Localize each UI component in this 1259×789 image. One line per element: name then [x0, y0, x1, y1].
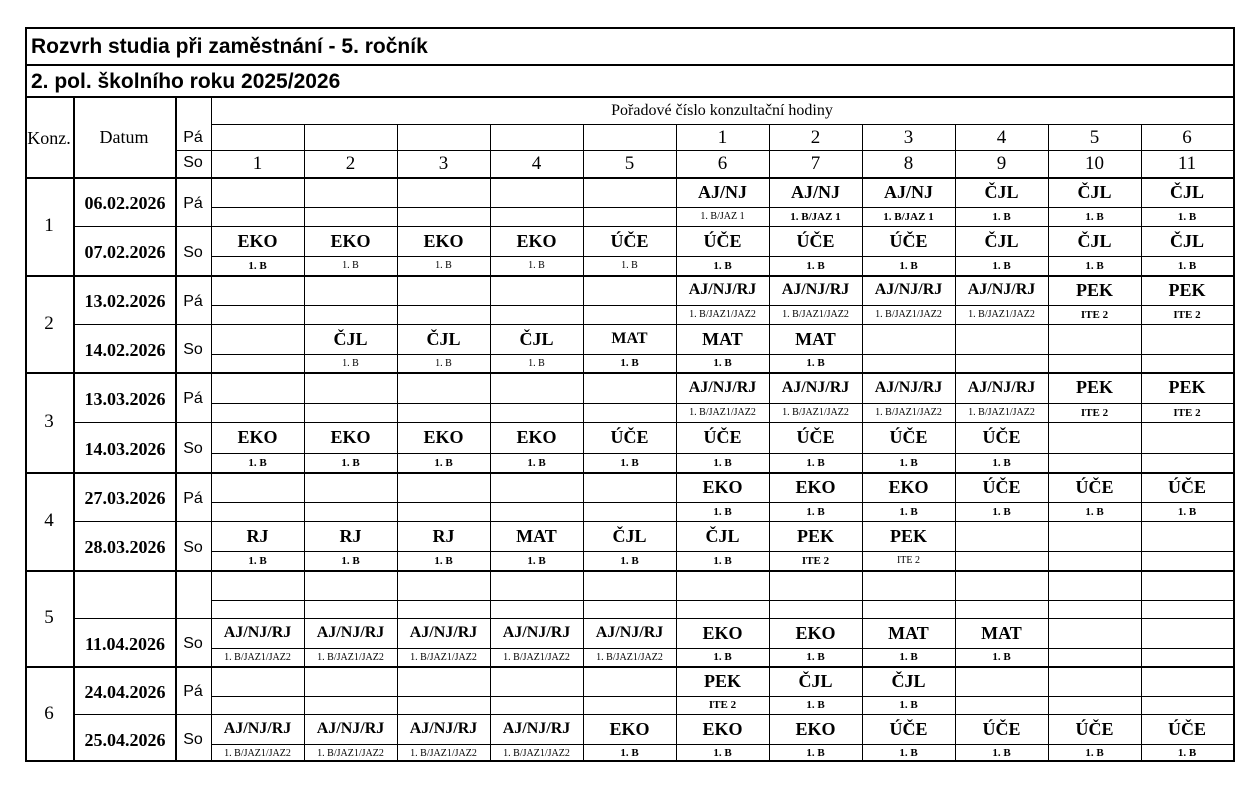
lesson-group: ITE 2	[1080, 406, 1109, 419]
slot-col-line	[583, 372, 584, 422]
friday-slot-number	[211, 125, 304, 150]
lesson-group: 1. B	[434, 554, 453, 567]
slot-col-line	[1048, 324, 1049, 372]
slot-col-line	[955, 521, 956, 570]
slot-col-line	[1048, 666, 1049, 714]
lesson-subject: ÚČE	[796, 427, 835, 447]
lesson-subject: MAT	[516, 525, 557, 546]
lesson-group: ITE 2	[896, 555, 921, 566]
lesson-subject: AJ/NJ/RJ	[502, 624, 571, 641]
lesson-group: 1. B	[899, 259, 918, 272]
lesson-subject: EKO	[516, 230, 557, 251]
saturday-slot-number: 5	[624, 152, 635, 174]
slot-col-line	[304, 570, 305, 618]
consultation-date: 27.03.2026	[84, 488, 166, 508]
lesson-group: 1. B/JAZ1/JAZ2	[317, 651, 384, 663]
slot-col-line	[397, 372, 398, 422]
friday-slot-number	[304, 125, 397, 150]
consultation-day	[175, 572, 211, 620]
lesson-group: 1. B	[434, 456, 453, 469]
lesson-subject: PEK	[1075, 279, 1113, 300]
lesson-group: 1. B	[1085, 210, 1104, 223]
lesson-subject: EKO	[795, 718, 836, 739]
saturday-slot-number: 11	[1177, 152, 1197, 174]
slot-col-line	[862, 324, 863, 372]
lesson-subject: ÚČE	[610, 427, 649, 447]
lesson-subject: ČJL	[1169, 230, 1204, 251]
lesson-group: 1. B	[992, 651, 1011, 663]
lesson-subject: ÚČE	[889, 427, 928, 447]
lesson-group: 1. B	[899, 747, 918, 759]
consultation-day: So	[183, 538, 203, 556]
header-divider	[25, 96, 1233, 98]
consultation-day: Pá	[183, 292, 203, 310]
lesson-group: 1. B/JAZ1/JAZ2	[968, 309, 1035, 320]
slot-col-line	[583, 275, 584, 324]
lesson-subject: PEK	[703, 670, 741, 691]
lesson-subject: AJ/NJ/RJ	[688, 281, 757, 298]
lesson-subject: ČJL	[1077, 230, 1112, 251]
lesson-group: 1. B	[527, 554, 546, 567]
consultation-day: So	[183, 341, 203, 358]
lesson-subject: EKO	[795, 622, 836, 643]
lesson-subject: ÚČE	[1167, 718, 1206, 739]
lesson-group: 1. B/JAZ 1	[790, 210, 841, 223]
lesson-subject: ÚČE	[796, 230, 835, 251]
slot-col-line	[583, 666, 584, 714]
lesson-group: ITE 2	[1173, 406, 1201, 419]
lesson-subject: ČJL	[984, 181, 1019, 202]
lesson-subject: RJ	[339, 525, 362, 546]
slot-col-line	[304, 666, 305, 714]
lesson-subject: ÚČE	[703, 230, 742, 251]
lesson-subject: ÚČE	[610, 230, 649, 251]
consultation-date	[75, 572, 175, 620]
lesson-group: 1. B/JAZ1/JAZ2	[410, 651, 477, 663]
lesson-subject: AJ/NJ/RJ	[409, 624, 478, 641]
lesson-subject: EKO	[237, 427, 278, 447]
lesson-group: 1. B	[806, 699, 825, 711]
slot-col-line	[490, 666, 491, 714]
lesson-subject: ÚČE	[703, 427, 742, 447]
lesson-group: 1. B	[341, 456, 360, 469]
slot-col-line	[304, 372, 305, 422]
consultation-day: Pá	[183, 194, 203, 212]
lesson-group: ITE 2	[708, 699, 737, 711]
lesson-subject: ČJL	[1077, 181, 1112, 202]
lesson-subject: EKO	[237, 230, 278, 251]
lesson-subject: AJ/NJ/RJ	[316, 720, 385, 737]
lesson-subject: EKO	[609, 718, 650, 739]
lesson-group: 1. B	[806, 357, 825, 369]
lesson-group: 1. B	[713, 554, 732, 567]
lesson-group: 1. B	[713, 747, 732, 759]
lesson-subject: AJ/NJ/RJ	[316, 624, 385, 641]
lesson-group: 1. B	[248, 554, 267, 567]
friday-slot-number: 5	[1089, 126, 1100, 148]
title-divider	[25, 64, 1233, 66]
slot-col-line	[1141, 618, 1142, 666]
lesson-group: 1. B	[806, 747, 825, 759]
lesson-group: 1. B	[806, 505, 825, 518]
friday-slot-number: 6	[1182, 126, 1192, 148]
consultation-date: 06.02.2026	[84, 193, 166, 213]
consultation-date: 13.03.2026	[84, 388, 166, 409]
lesson-group: 1. B	[248, 456, 267, 469]
consultation-date: 07.02.2026	[84, 242, 166, 262]
lesson-group: 1. B/JAZ1/JAZ2	[224, 747, 291, 759]
slot-col-line	[490, 177, 491, 226]
consultation-day: So	[183, 243, 203, 261]
consultation-date: 28.03.2026	[84, 537, 166, 557]
slot-col-line	[676, 570, 677, 618]
lesson-group: 1. B/JAZ1/JAZ2	[875, 407, 942, 418]
lesson-group: 1. B	[713, 505, 732, 518]
consultation-date: 14.02.2026	[84, 339, 166, 360]
slot-col-line	[583, 570, 584, 618]
lesson-subject: EKO	[888, 476, 929, 497]
schedule-title: Rozvrh studia při zaměstnání - 5. ročník	[31, 35, 428, 58]
slot-col-line	[1048, 618, 1049, 666]
consultation-day: Pá	[183, 683, 203, 700]
lesson-subject: EKO	[702, 718, 743, 739]
slot-col-line	[769, 570, 770, 618]
lesson-group: 1. B	[992, 210, 1011, 223]
lesson-subject: EKO	[702, 622, 743, 643]
frame-top	[25, 27, 1233, 29]
lesson-subject: EKO	[795, 476, 836, 497]
lesson-subject: MAT	[795, 328, 836, 349]
consultation-number: 1	[44, 215, 54, 236]
friday-slot-number	[397, 125, 490, 150]
header-pa: Pá	[183, 129, 203, 146]
lesson-subject: ÚČE	[889, 718, 928, 739]
saturday-slot-number: 7	[810, 152, 821, 174]
lesson-subject: ÚČE	[982, 718, 1021, 739]
header-lesson-order: Pořadové číslo konzultační hodiny	[611, 102, 833, 119]
lesson-group: 1. B	[620, 357, 639, 369]
lesson-group: 1. B	[621, 260, 638, 271]
lesson-subject: ÚČE	[889, 230, 928, 251]
lesson-group: 1. B	[1177, 747, 1197, 759]
lesson-group: 1. B	[435, 260, 452, 271]
friday-slot-number: 2	[810, 126, 821, 148]
lesson-group: 1. B	[992, 259, 1011, 272]
lesson-group: 1. B/JAZ1/JAZ2	[410, 747, 477, 759]
saturday-slot-number: 8	[903, 152, 914, 174]
slot-col-line	[1048, 521, 1049, 570]
lesson-group: 1. B	[899, 456, 918, 469]
lesson-subject: EKO	[702, 476, 743, 497]
consultation-number: 5	[44, 607, 54, 628]
lesson-group: ITE 2	[1173, 308, 1201, 321]
lesson-subject: PEK	[796, 525, 834, 546]
slot-col-line	[397, 472, 398, 521]
slot-col-line	[583, 472, 584, 521]
lesson-subject: PEK	[1168, 377, 1206, 397]
saturday-slot-number: 1	[252, 152, 263, 174]
lesson-group: 1. B	[806, 651, 825, 663]
consultation-day: So	[183, 440, 203, 457]
slot-col-line	[304, 472, 305, 521]
lesson-subject: MAT	[888, 622, 929, 643]
lesson-group: 1. B/JAZ 1	[700, 211, 745, 222]
lesson-group: 1. B	[1177, 505, 1197, 518]
slot-col-line	[304, 177, 305, 226]
friday-slot-number: 4	[996, 126, 1007, 148]
slot-col-line	[583, 177, 584, 226]
lesson-subject: EKO	[330, 230, 371, 251]
lesson-group: 1. B/JAZ1/JAZ2	[503, 747, 570, 759]
slot-col-line	[1141, 666, 1142, 714]
consultation-date: 24.04.2026	[84, 681, 166, 702]
lesson-group: 1. B	[620, 747, 639, 759]
lesson-subject: ČJL	[333, 328, 368, 349]
saturday-slot-number: 2	[345, 152, 356, 174]
slot-col-line	[862, 570, 863, 618]
saturday-slot-number: 3	[438, 152, 449, 174]
lesson-subject: AJ/NJ/RJ	[502, 720, 571, 737]
slot-col-line	[490, 472, 491, 521]
lesson-subject: ÚČE	[982, 476, 1021, 497]
lesson-group: 1. B	[713, 259, 732, 272]
slot-col-line	[397, 666, 398, 714]
lesson-subject: ČJL	[612, 525, 647, 546]
lesson-subject: PEK	[1075, 377, 1113, 397]
lesson-subject: ČJL	[798, 670, 833, 691]
lesson-group: 1. B/JAZ1/JAZ2	[968, 407, 1035, 418]
consultation-day: So	[183, 731, 203, 748]
lesson-group: 1. B/JAZ1/JAZ2	[224, 651, 291, 663]
lesson-subject: ČJL	[891, 670, 926, 691]
friday-slot-number	[490, 125, 583, 150]
lesson-group: 1. B	[992, 505, 1011, 518]
lesson-subject: AJ/NJ/RJ	[223, 720, 292, 737]
lesson-group: 1. B	[806, 259, 825, 272]
slot-col-line	[490, 372, 491, 422]
lesson-subject: ČJL	[519, 328, 554, 349]
lesson-subject: ÚČE	[1075, 476, 1114, 497]
saturday-slot-number: 10	[1085, 152, 1104, 174]
lesson-subject: EKO	[516, 427, 557, 447]
slot-col-line	[304, 275, 305, 324]
slot-col-line	[490, 275, 491, 324]
consultation-number: 3	[44, 411, 54, 432]
lesson-subject: AJ/NJ/RJ	[967, 378, 1036, 396]
slot-col-line	[397, 275, 398, 324]
semester-title: 2. pol. školního roku 2025/2026	[31, 70, 341, 93]
lesson-subject: ÚČE	[1167, 476, 1206, 497]
lesson-subject: AJ/NJ/RJ	[781, 281, 850, 298]
lesson-group: 1. B/JAZ1/JAZ2	[782, 309, 849, 320]
lesson-group: 1. B	[620, 554, 639, 567]
lesson-subject: AJ/NJ/RJ	[874, 281, 943, 298]
lesson-subject: AJ/NJ/RJ	[874, 378, 943, 396]
slot-col-line	[397, 570, 398, 618]
lesson-subject: AJ/NJ/RJ	[223, 624, 292, 641]
lesson-subject: ÚČE	[982, 427, 1021, 447]
slot-col-line	[1141, 521, 1142, 570]
slot-col-line	[1141, 324, 1142, 372]
lesson-group: 1. B	[342, 357, 359, 369]
consultation-date: 25.04.2026	[84, 729, 166, 750]
consultation-date: 11.04.2026	[84, 633, 165, 654]
lesson-subject: ČJL	[426, 328, 461, 349]
lesson-group: 1. B	[341, 554, 360, 567]
lesson-subject: AJ/NJ/RJ	[688, 378, 757, 396]
lesson-group: 1. B	[713, 357, 732, 369]
lesson-group: 1. B	[806, 456, 825, 469]
slot-col-line	[955, 324, 956, 372]
slot-col-line	[955, 666, 956, 714]
lesson-subject: PEK	[1168, 279, 1206, 300]
header-so: So	[183, 154, 203, 171]
lesson-group: 1. B	[899, 651, 918, 663]
consultation-day: Pá	[183, 390, 203, 407]
lesson-subject: AJ/NJ	[698, 181, 747, 202]
lesson-group: 1. B	[713, 651, 732, 663]
lesson-subject: MAT	[702, 328, 743, 349]
lesson-group: 1. B/JAZ1/JAZ2	[875, 309, 942, 320]
lesson-group: 1. B	[528, 260, 545, 271]
lesson-subject: MAT	[611, 330, 648, 347]
header-konz: Konz.	[27, 127, 71, 148]
lesson-group: 1. B	[899, 505, 918, 518]
lesson-group: 1. B	[992, 747, 1011, 759]
slot-col-line	[397, 177, 398, 226]
lesson-group: 1. B/JAZ1/JAZ2	[782, 407, 849, 418]
saturday-slot-number: 6	[717, 152, 728, 174]
lesson-group: 1. B	[527, 456, 546, 469]
group-row-line	[211, 600, 1233, 601]
slot-col-line	[955, 570, 956, 618]
slot-col-line	[1048, 422, 1049, 472]
lesson-subject: AJ/NJ	[884, 181, 933, 202]
slot-col-line	[1141, 422, 1142, 472]
consultation-date: 13.02.2026	[84, 291, 166, 311]
lesson-group: 1. B	[248, 259, 267, 272]
lesson-group: ITE 2	[801, 554, 830, 567]
saturday-slot-number: 9	[996, 152, 1007, 174]
lesson-group: 1. B	[1085, 259, 1104, 272]
lesson-group: 1. B	[1085, 747, 1104, 759]
lesson-group: 1. B	[899, 699, 918, 711]
lesson-subject: PEK	[889, 525, 927, 546]
lesson-group: 1. B/JAZ1/JAZ2	[317, 747, 384, 759]
lesson-subject: RJ	[246, 525, 269, 546]
friday-slot-number: 1	[717, 126, 728, 148]
lesson-subject: EKO	[423, 230, 464, 251]
friday-slot-number	[583, 125, 676, 150]
lesson-group: 1. B	[528, 357, 545, 369]
consultation-date: 14.03.2026	[84, 438, 166, 459]
lesson-group: 1. B/JAZ1/JAZ2	[596, 651, 663, 663]
lesson-group: 1. B	[620, 456, 639, 469]
lesson-group: 1. B/JAZ 1	[883, 210, 934, 223]
lesson-subject: ČJL	[1169, 181, 1204, 202]
lesson-group: 1. B	[1177, 259, 1197, 272]
lesson-group: 1. B	[1177, 210, 1197, 223]
lesson-subject: MAT	[981, 622, 1022, 643]
lesson-group: 1. B/JAZ1/JAZ2	[689, 309, 756, 320]
lesson-group: 1. B/JAZ1/JAZ2	[503, 651, 570, 663]
lesson-subject: AJ/NJ/RJ	[409, 720, 478, 737]
lesson-subject: EKO	[423, 427, 464, 447]
lesson-subject: AJ/NJ/RJ	[967, 281, 1036, 298]
saturday-slot-number: 4	[531, 152, 542, 174]
lesson-subject: EKO	[330, 427, 371, 447]
lesson-group: 1. B	[435, 357, 452, 369]
lesson-group: ITE 2	[1080, 308, 1109, 321]
lesson-group: 1. B	[342, 260, 359, 271]
lesson-group: 1. B/JAZ1/JAZ2	[689, 407, 756, 418]
lesson-subject: ČJL	[984, 230, 1019, 251]
slot-col-line	[490, 570, 491, 618]
lesson-subject: AJ/NJ/RJ	[595, 624, 664, 641]
lesson-subject: ÚČE	[1075, 718, 1114, 739]
header-datum: Datum	[99, 126, 149, 147]
slot-col-line	[1048, 570, 1049, 618]
slot-col-line	[1141, 570, 1142, 618]
lesson-subject: ČJL	[705, 525, 740, 546]
consultation-day: Pá	[183, 489, 203, 507]
consultation-day: So	[183, 635, 203, 652]
lesson-group: 1. B	[1085, 505, 1104, 518]
lesson-group: 1. B	[992, 456, 1011, 469]
consultation-number: 4	[44, 510, 54, 531]
consultation-number: 6	[44, 703, 54, 724]
lesson-subject: AJ/NJ	[791, 181, 840, 202]
lesson-group: 1. B	[713, 456, 732, 469]
lesson-subject: AJ/NJ/RJ	[781, 378, 850, 396]
lesson-subject: RJ	[432, 525, 455, 546]
frame-right	[1233, 27, 1235, 762]
friday-slot-number: 3	[903, 126, 914, 148]
consultation-number: 2	[44, 312, 54, 334]
